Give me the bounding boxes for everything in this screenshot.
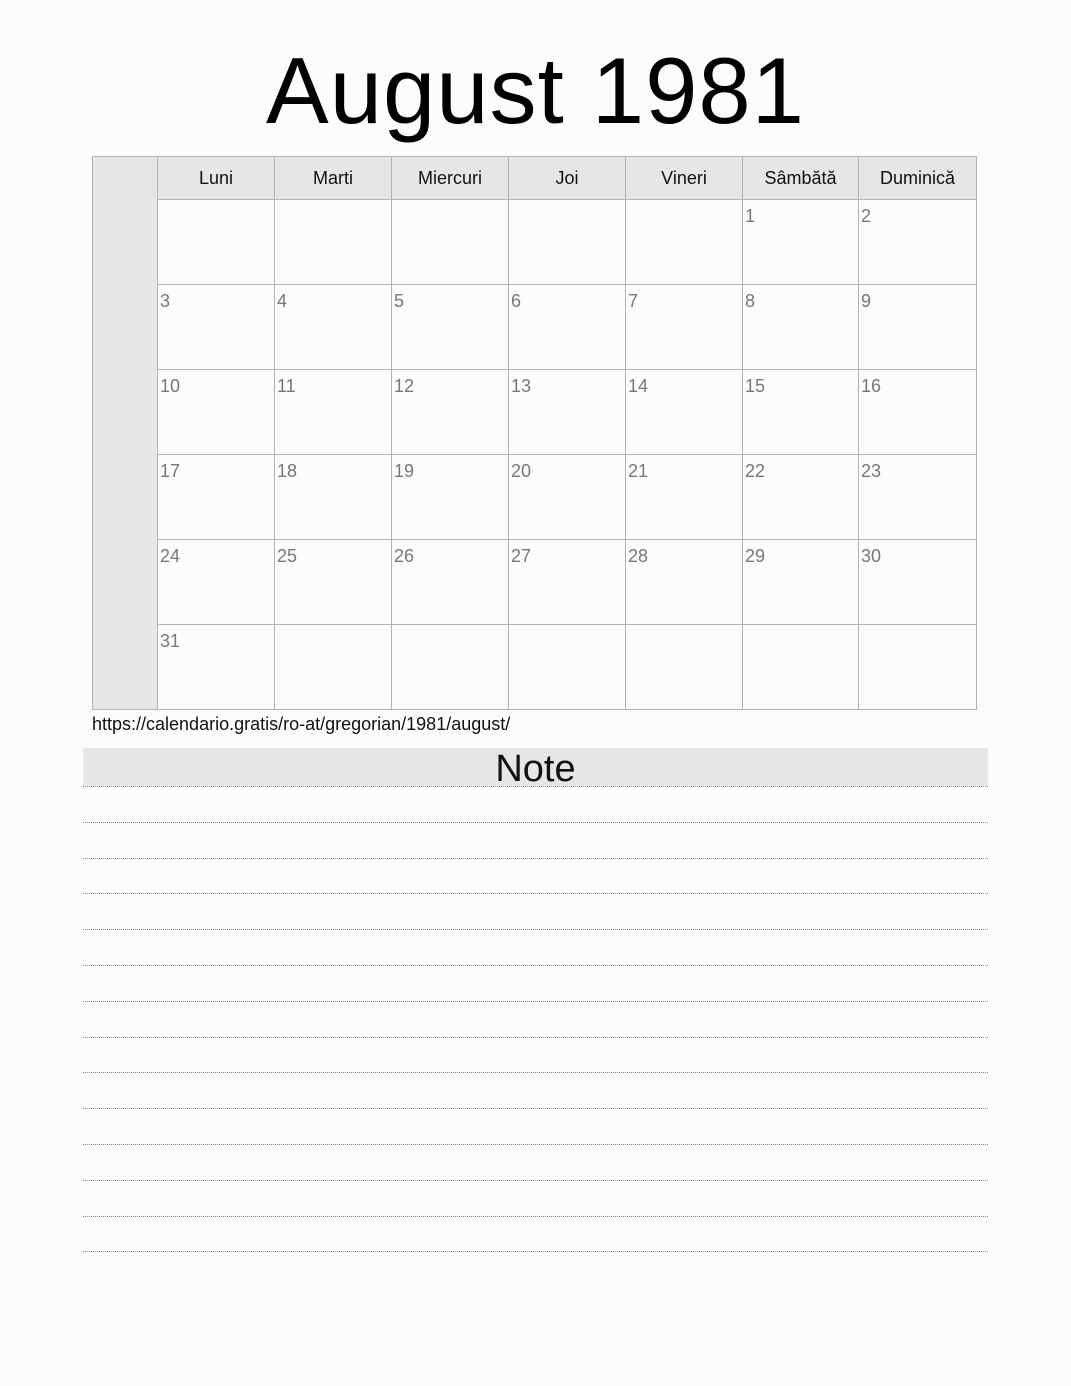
- day-cell: [509, 455, 626, 540]
- day-number: 19: [394, 461, 415, 481]
- weekday-header: Joi: [509, 157, 626, 200]
- day-number: 23: [861, 461, 882, 481]
- note-line: [83, 1180, 988, 1181]
- day-cell: [743, 200, 859, 285]
- note-line: [83, 786, 988, 787]
- day-number: 3: [160, 291, 171, 311]
- day-number: 18: [277, 461, 298, 481]
- weekday-header: Luni: [158, 157, 275, 200]
- day-cell: [509, 540, 626, 625]
- day-number: 9: [861, 291, 872, 311]
- day-cell: [275, 625, 392, 709]
- notes-title: Note: [83, 748, 988, 786]
- day-number: 14: [628, 376, 649, 396]
- weekday-header: Vineri: [626, 157, 743, 200]
- day-number: 7: [628, 291, 639, 311]
- day-cell: [392, 625, 509, 709]
- day-number: 5: [394, 291, 405, 311]
- day-number: 8: [745, 291, 756, 311]
- day-number: 22: [745, 461, 766, 481]
- day-cell: [626, 370, 743, 455]
- calendar-grid: [158, 157, 976, 709]
- day-cell: [743, 285, 859, 370]
- day-number: 29: [745, 546, 766, 566]
- day-cell: [509, 285, 626, 370]
- day-cell: [626, 285, 743, 370]
- day-number: 24: [160, 546, 181, 566]
- weekday-header: Sâmbătă: [743, 157, 859, 200]
- note-line: [83, 965, 988, 966]
- day-cell: [743, 455, 859, 540]
- day-cell: [275, 200, 392, 285]
- day-number: 27: [511, 546, 532, 566]
- source-url[interactable]: https://calendario.gratis/ro-at/gregorian/1981/august/: [92, 714, 511, 734]
- day-cell: [626, 455, 743, 540]
- weekday-header: Miercuri: [392, 157, 509, 200]
- day-number: 1: [745, 206, 756, 226]
- day-cell: [392, 540, 509, 625]
- day-cell: [859, 540, 976, 625]
- day-number: 31: [160, 631, 181, 651]
- day-cell: [275, 540, 392, 625]
- day-cell: [392, 455, 509, 540]
- note-line: [83, 822, 988, 823]
- note-line: [83, 893, 988, 894]
- day-number: 10: [160, 376, 181, 396]
- day-cell: [392, 285, 509, 370]
- day-cell: [626, 200, 743, 285]
- day-number: 26: [394, 546, 415, 566]
- note-line: [83, 1001, 988, 1002]
- day-cell: [859, 625, 976, 709]
- day-cell: [859, 285, 976, 370]
- note-line: [83, 1108, 988, 1109]
- day-number: 13: [511, 376, 532, 396]
- day-cell: [626, 540, 743, 625]
- day-cell: [859, 455, 976, 540]
- note-line: [83, 1037, 988, 1038]
- day-cell: [626, 625, 743, 709]
- day-number: 11: [277, 376, 296, 396]
- day-cell: [158, 540, 275, 625]
- page-title: August 1981: [266, 38, 805, 143]
- note-line: [83, 1144, 988, 1145]
- day-cell: [158, 200, 275, 285]
- note-line: [83, 929, 988, 930]
- day-number: 16: [861, 376, 882, 396]
- note-line: [83, 1251, 988, 1252]
- day-cell: [743, 370, 859, 455]
- day-cell: [509, 200, 626, 285]
- day-number: 20: [511, 461, 532, 481]
- day-number: 2: [861, 206, 872, 226]
- day-cell: [158, 370, 275, 455]
- day-number: 28: [628, 546, 649, 566]
- day-cell: [275, 455, 392, 540]
- day-number: 30: [861, 546, 882, 566]
- day-cell: [158, 285, 275, 370]
- day-number: 6: [511, 291, 522, 311]
- day-cell: [392, 370, 509, 455]
- day-number: 12: [394, 376, 415, 396]
- day-cell: [859, 370, 976, 455]
- note-line: [83, 858, 988, 859]
- day-number: 21: [628, 461, 649, 481]
- day-cell: [743, 540, 859, 625]
- day-cell: [509, 625, 626, 709]
- day-cell: [158, 455, 275, 540]
- day-cell: [158, 625, 275, 709]
- day-number: 4: [277, 291, 288, 311]
- day-number: 17: [160, 461, 181, 481]
- note-line: [83, 1072, 988, 1073]
- day-cell: [743, 625, 859, 709]
- day-cell: [509, 370, 626, 455]
- week-number-column: [93, 157, 158, 709]
- note-line: [83, 1216, 988, 1217]
- day-cell: [275, 370, 392, 455]
- day-cell: [392, 200, 509, 285]
- day-cell: [859, 200, 976, 285]
- day-number: 15: [745, 376, 766, 396]
- day-number: 25: [277, 546, 298, 566]
- weekday-header: Marti: [275, 157, 392, 200]
- month-calendar: [92, 156, 977, 710]
- day-cell: [275, 285, 392, 370]
- weekday-header: Duminică: [859, 157, 976, 200]
